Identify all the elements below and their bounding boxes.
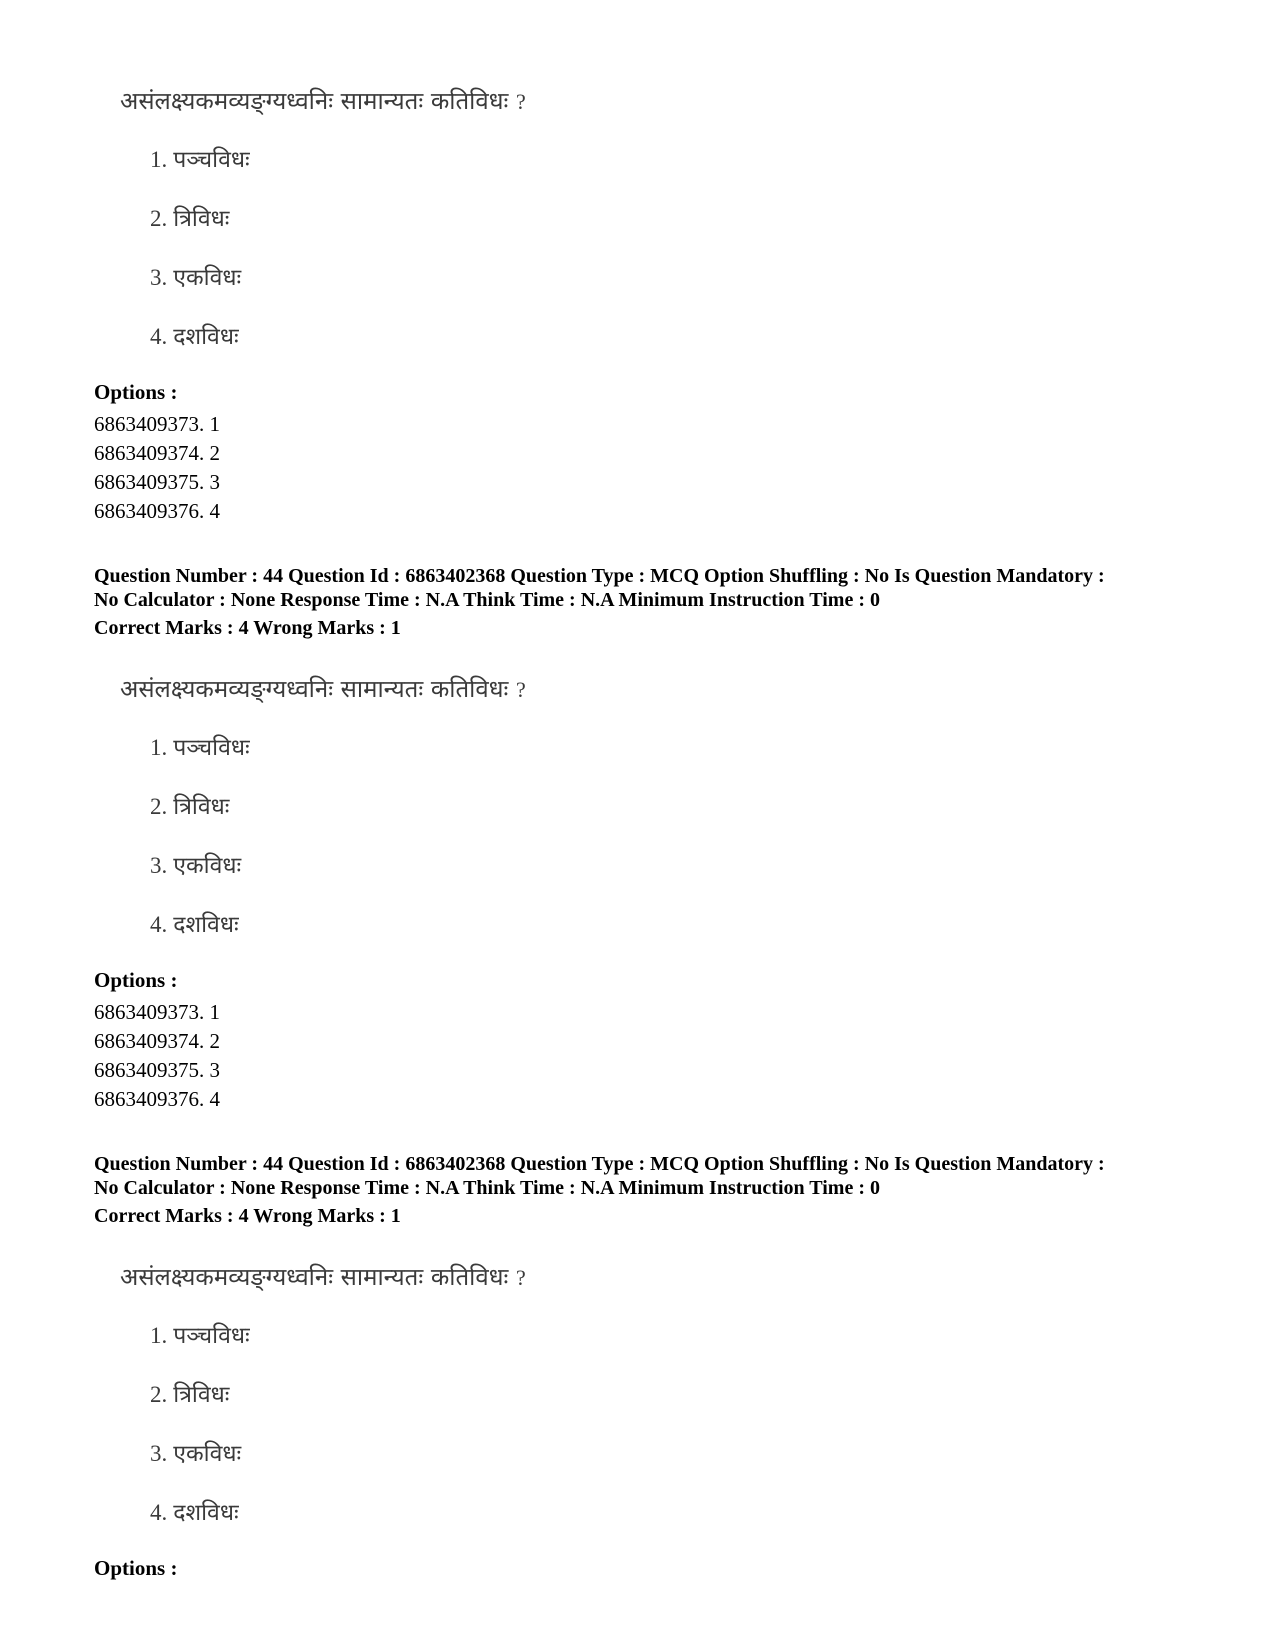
- option-text: दशविधः: [173, 912, 239, 938]
- question-block: [0, 80, 1275, 639]
- question-stem: [120, 672, 526, 705]
- option-text: दशविधः: [173, 1500, 239, 1526]
- question-block: [0, 668, 1275, 1227]
- option-number: 1.: [150, 147, 168, 172]
- question-block: [0, 1256, 1275, 1580]
- question-mark: ?: [515, 89, 526, 114]
- question-meta-line1: Question Number : 44 Question Id : 6863402368 Question Type : MCQ Option Shuffling : No Is Question Mandatory :: [94, 565, 1105, 587]
- options-list: [94, 410, 220, 526]
- options-list: [94, 998, 220, 1114]
- question-mark: ?: [515, 677, 526, 702]
- question-option: [150, 1495, 239, 1527]
- options-label: Options :: [94, 1556, 178, 1580]
- question-meta-line1: Question Number : 44 Question Id : 6863402368 Question Type : MCQ Option Shuffling : No Is Question Mandatory :: [94, 1153, 1105, 1175]
- option-number: 2.: [150, 1382, 168, 1407]
- option-number: 3.: [150, 265, 168, 290]
- question-option: [150, 848, 241, 880]
- option-number: 2.: [150, 206, 168, 231]
- question-stem-text: असंलक्ष्यकमव्यङ्ग्यध्वनिः सामान्यतः कतिविधः: [120, 675, 509, 703]
- option-number: 4.: [150, 324, 168, 349]
- option-text: पञ्चविधः: [173, 1323, 250, 1349]
- option-text: त्रिविधः: [173, 794, 230, 820]
- question-option: [150, 1318, 250, 1350]
- option-number: 1.: [150, 1323, 168, 1348]
- question-meta-line2: No Calculator : None Response Time : N.A Think Time : N.A Minimum Instruction Time : 0: [94, 1177, 880, 1199]
- question-option: [150, 319, 239, 351]
- question-stem-text: असंलक्ष्यकमव्यङ्ग्यध्वनिः सामान्यतः कतिविधः: [120, 1263, 509, 1291]
- question-option: [150, 1436, 241, 1468]
- question-option: [150, 730, 250, 762]
- options-label: Options :: [94, 968, 178, 992]
- option-number: 2.: [150, 794, 168, 819]
- option-text: त्रिविधः: [173, 206, 230, 232]
- question-option: [150, 789, 229, 821]
- question-option: [150, 201, 229, 233]
- option-id-item: 6863409375. 3: [94, 1058, 220, 1082]
- question-stem: [120, 84, 526, 117]
- option-id-item: 6863409376. 4: [94, 1087, 220, 1111]
- option-id-item: 6863409376. 4: [94, 499, 220, 523]
- question-image: [0, 1256, 1275, 1546]
- option-id-item: 6863409373. 1: [94, 1000, 220, 1024]
- question-option: [150, 907, 239, 939]
- option-text: एकविधः: [173, 265, 242, 291]
- option-number: 4.: [150, 1500, 168, 1525]
- options-label: Options :: [94, 380, 178, 404]
- option-text: पञ्चविधः: [173, 735, 250, 761]
- option-number: 4.: [150, 912, 168, 937]
- option-text: पञ्चविधः: [173, 147, 250, 173]
- option-id-item: 6863409374. 2: [94, 1029, 220, 1053]
- question-option: [150, 142, 250, 174]
- question-meta-line2: No Calculator : None Response Time : N.A Think Time : N.A Minimum Instruction Time : 0: [94, 589, 880, 611]
- option-text: एकविधः: [173, 1441, 242, 1467]
- option-number: 1.: [150, 735, 168, 760]
- option-text: दशविधः: [173, 324, 239, 350]
- option-number: 3.: [150, 853, 168, 878]
- question-marks: Correct Marks : 4 Wrong Marks : 1: [94, 1205, 401, 1227]
- question-image: [0, 80, 1275, 370]
- question-mark: ?: [515, 1265, 526, 1290]
- question-marks: Correct Marks : 4 Wrong Marks : 1: [94, 617, 401, 639]
- question-stem-text: असंलक्ष्यकमव्यङ्ग्यध्वनिः सामान्यतः कतिविधः: [120, 87, 509, 115]
- question-meta: [94, 564, 1194, 640]
- option-id-item: 6863409373. 1: [94, 412, 220, 436]
- option-number: 3.: [150, 1441, 168, 1466]
- question-option: [150, 1377, 229, 1409]
- question-image: [0, 668, 1275, 958]
- question-meta: [94, 1152, 1194, 1228]
- question-option: [150, 260, 241, 292]
- question-stem: [120, 1260, 526, 1293]
- option-text: एकविधः: [173, 853, 242, 879]
- option-id-item: 6863409374. 2: [94, 441, 220, 465]
- option-id-item: 6863409375. 3: [94, 470, 220, 494]
- option-text: त्रिविधः: [173, 1382, 230, 1408]
